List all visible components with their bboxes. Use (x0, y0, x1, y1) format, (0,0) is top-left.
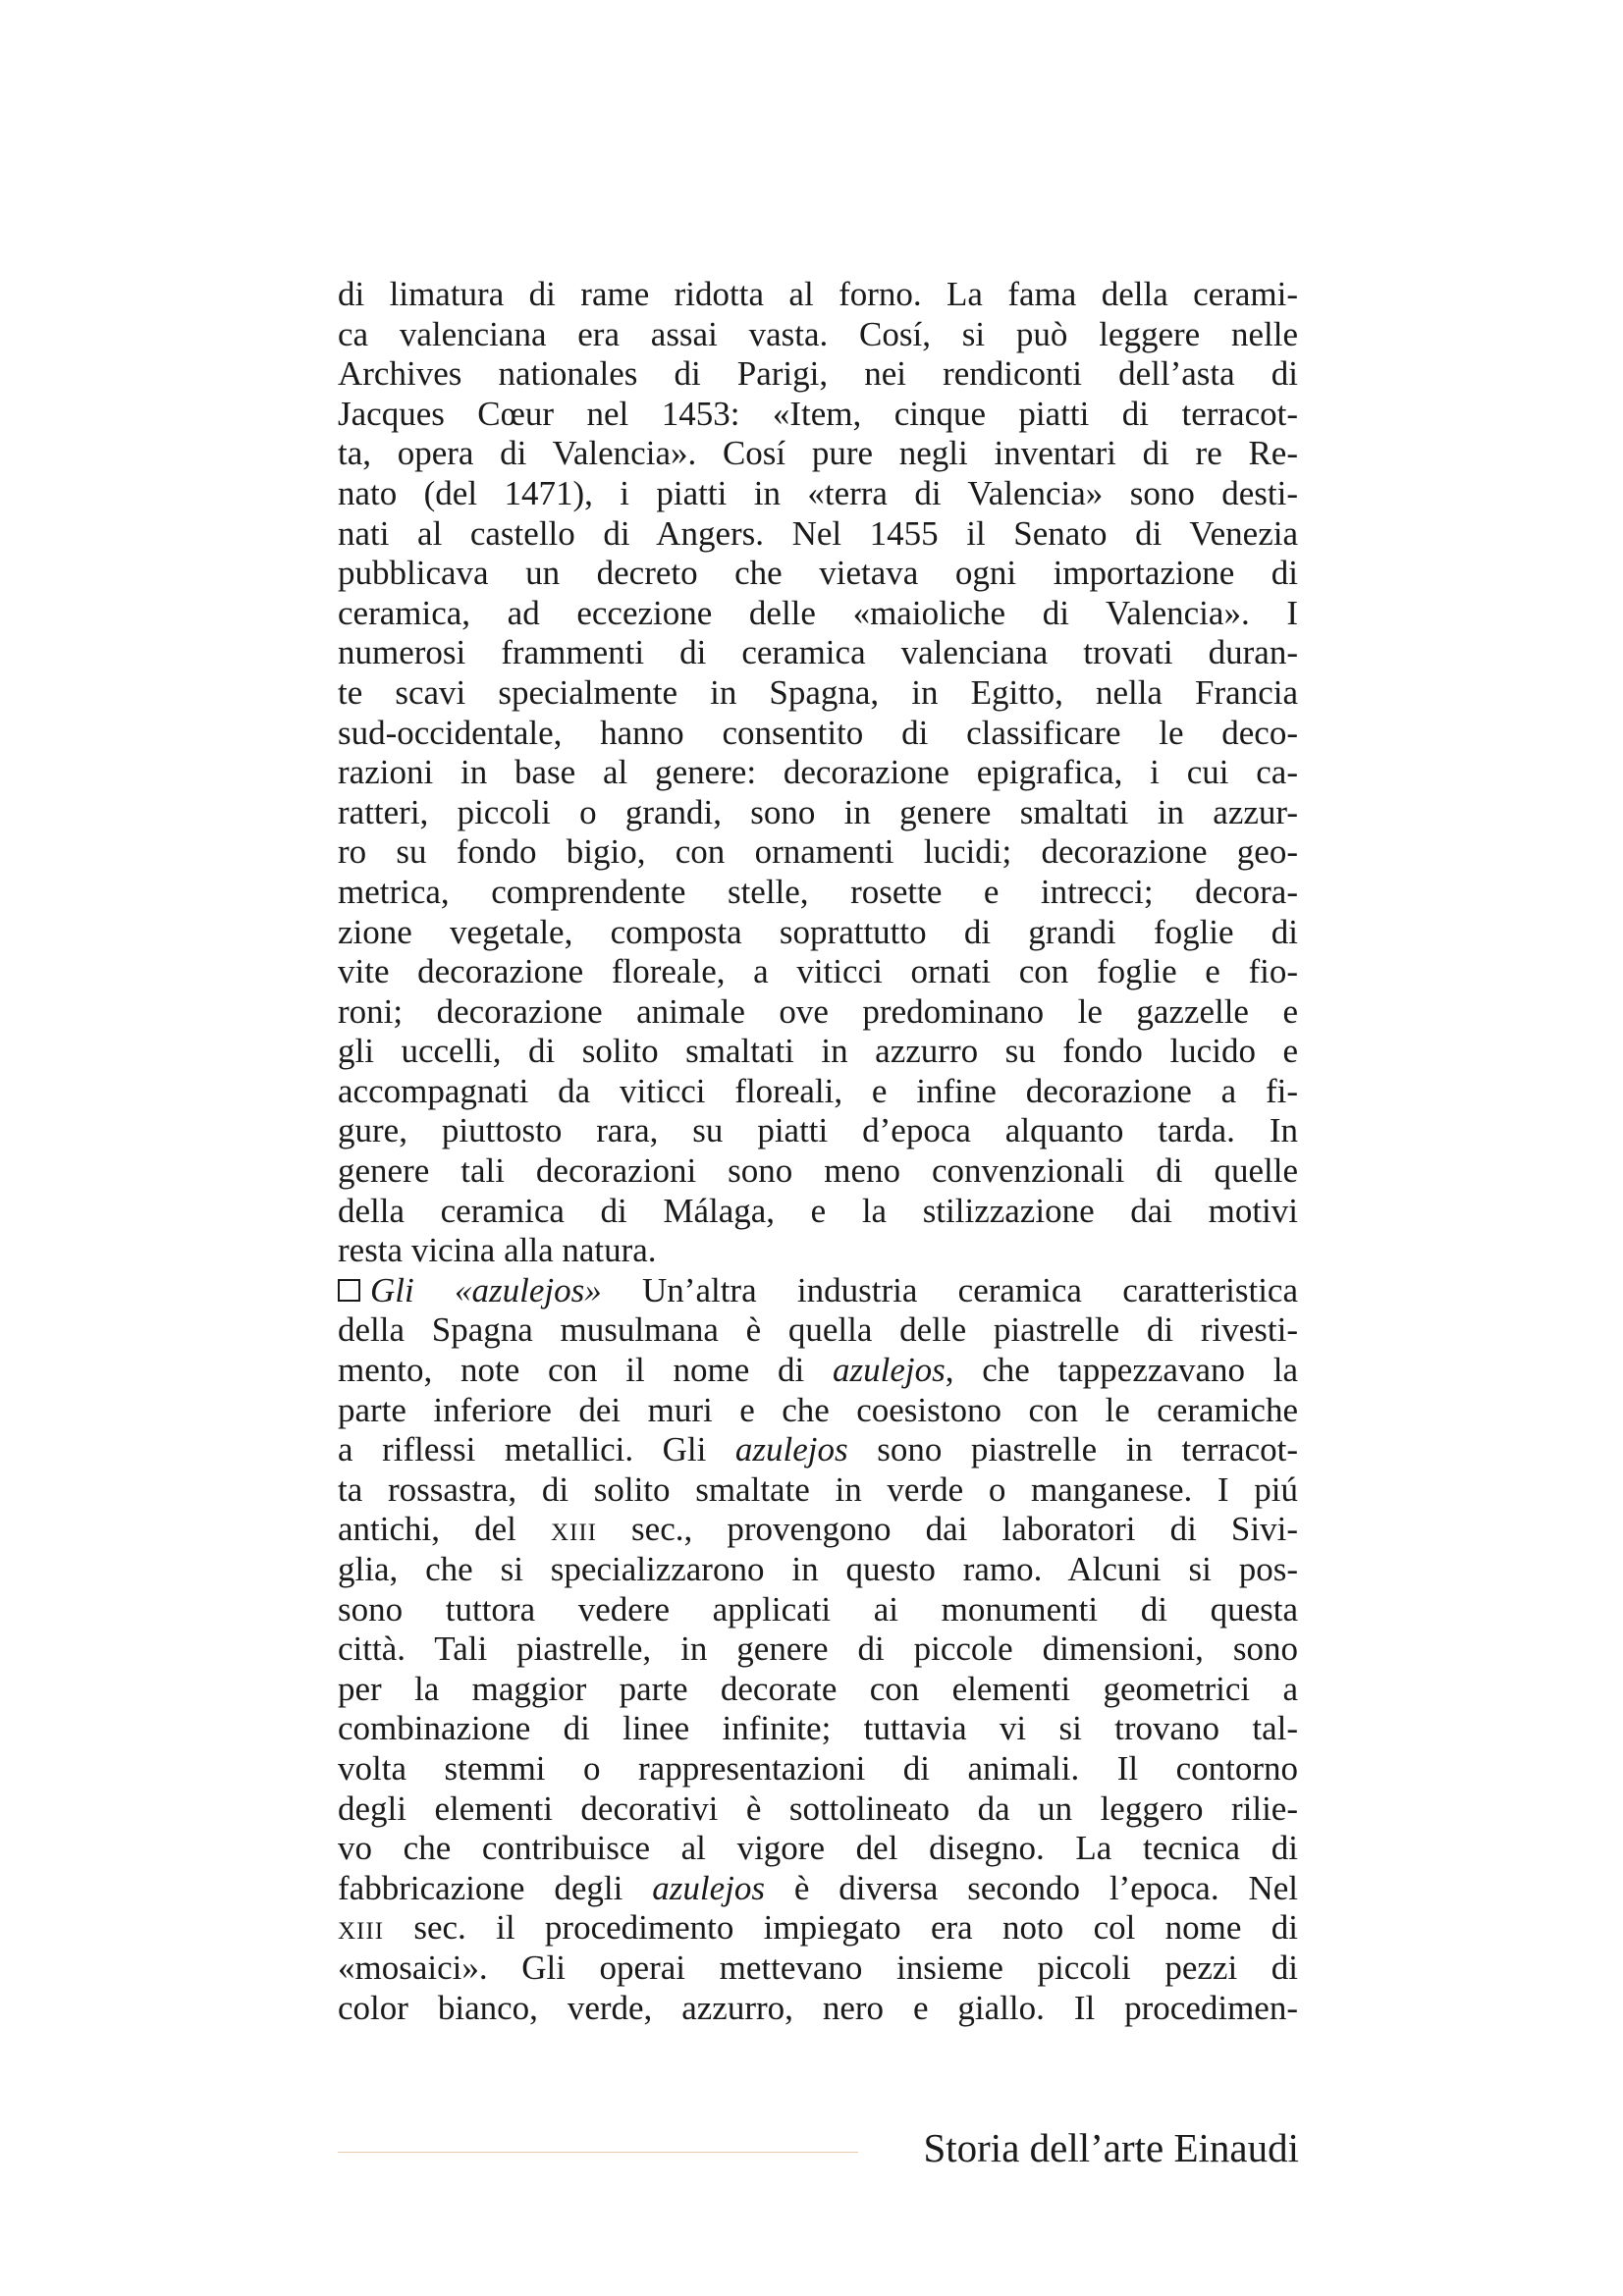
text-line: accompagnati da viticci floreali, e infine decorazione a fi- (338, 1071, 1298, 1110)
text-run: sono piastrelle in terracot- (847, 1430, 1298, 1469)
text-line: nato (del 1471), i piatti in «terra di Valencia» sono desti- (338, 473, 1298, 512)
text-run: sec., provengono dai laboratori di Sivi- (596, 1510, 1298, 1549)
text-line (338, 1351, 1298, 1391)
text-line: ro su fondo bigio, con ornamenti lucidi; decorazione geo- (338, 832, 1298, 872)
text-run: sec. il procedimento impiegato era noto col nome di (384, 1908, 1298, 1948)
text-run: mento, note con il nome di (338, 1351, 833, 1390)
text-line (338, 1869, 1298, 1909)
text-line: per la maggior parte decorate con elementi geometrici a (338, 1669, 1298, 1708)
text-line: di limatura di rame ridotta al forno. La fama della cerami- (338, 275, 1298, 313)
text-run: , che tappezzavano la (945, 1351, 1298, 1390)
text-line: pubblicava un decreto che vietava ogni importazione di (338, 554, 1298, 593)
footer-divider (338, 2152, 858, 2153)
text-line: zione vegetale, composta soprattutto di grandi foglie di (338, 912, 1298, 951)
text-line: gli uccelli, di solito smaltati in azzurro su fondo lucido e (338, 1032, 1298, 1071)
text-line: glia, che si specializzarono in questo ramo. Alcuni si pos- (338, 1550, 1298, 1588)
text-line: metrica, comprendente stelle, rosette e intrecci; decora- (338, 872, 1298, 911)
text-line: gure, piuttosto rara, su piatti d’epoca alquanto tarda. In (338, 1111, 1298, 1150)
section-heading: Gli «azulejos» (370, 1270, 602, 1309)
text-run: Un’altra industria ceramica caratteristica (601, 1270, 1298, 1309)
footer-title: Storia dell’arte Einaudi (923, 2125, 1299, 2170)
text-line: volta stemmi o rappresentazioni di animali. Il contorno (338, 1748, 1298, 1788)
text-line: degli elementi decorativi è sottolineato da un leggero rilie- (338, 1789, 1298, 1828)
text-line: della Spagna musulmana è quella delle piastrelle di rivesti- (338, 1310, 1298, 1350)
century-numeral: xiii (338, 1908, 385, 1948)
text-line: sud-occidentale, hanno consentito di classificare le deco- (338, 713, 1298, 752)
section-first-line (338, 1271, 1298, 1311)
italic-term: azulejos (832, 1351, 946, 1390)
text-line: ceramica, ad eccezione delle «maioliche di Valencia». I (338, 593, 1298, 632)
text-line: numerosi frammenti di ceramica valenciana trovati duran- (338, 633, 1298, 672)
text-line: ca valenciana era assai vasta. Cosí, si può leggere nelle (338, 314, 1298, 353)
text-line: ta rossastra, di solito smaltate in verde o manganese. I piú (338, 1469, 1298, 1509)
italic-term: azulejos (652, 1868, 765, 1907)
text-run: antichi, del (338, 1510, 551, 1549)
text-line: resta vicina alla natura. (338, 1231, 657, 1270)
century-numeral: xiii (550, 1510, 597, 1549)
body-text (338, 275, 1298, 2028)
text-run: a riflessi metallici. Gli (338, 1430, 735, 1469)
text-line: roni; decorazione animale ove predominano le gazzelle e (338, 991, 1298, 1031)
text-line: te scavi specialmente in Spagna, in Egitto, nella Francia (338, 672, 1298, 712)
text-line: della ceramica di Málaga, e la stilizzazione dai motivi (338, 1191, 1298, 1230)
text-line: Archives nationales di Parigi, nei rendiconti dell’asta di (338, 354, 1298, 394)
text-line: razioni in base al genere: decorazione epigrafica, i cui ca- (338, 753, 1298, 792)
text-line: «mosaici». Gli operai mettevano insieme piccoli pezzi di (338, 1948, 1298, 1987)
text-line: genere tali decorazioni sono meno convenzionali di quelle (338, 1151, 1298, 1191)
text-line (338, 1908, 1298, 1949)
text-line: parte inferiore dei muri e che coesistono con le ceramiche (338, 1390, 1298, 1429)
text-run: fabbricazione degli (338, 1868, 653, 1907)
text-line: vo che contribuisce al vigore del disegno. La tecnica di (338, 1829, 1298, 1868)
text-line (338, 1510, 1298, 1550)
text-line: ratteri, piccoli o grandi, sono in genere smaltati in azzur- (338, 792, 1298, 831)
text-line: ta, opera di Valencia». Cosí pure negli inventari di re Re- (338, 434, 1298, 473)
text-line: nati al castello di Angers. Nel 1455 il Senato di Venezia (338, 513, 1298, 553)
italic-term: azulejos (734, 1430, 848, 1469)
text-line: color bianco, verde, azzurro, nero e giallo. Il procedimen- (338, 1988, 1298, 2027)
section-marker-icon (338, 1279, 360, 1302)
text-line: città. Tali piastrelle, in genere di piccole dimensioni, sono (338, 1629, 1298, 1669)
text-line: sono tuttora vedere applicati ai monumenti di questa (338, 1589, 1298, 1629)
text-line: Jacques Cœur nel 1453: «Item, cinque piatti di terracot- (338, 394, 1298, 433)
text-run: è diversa secondo l’epoca. Nel (764, 1868, 1299, 1907)
text-line: combinazione di linee infinite; tuttavia vi si trovano tal- (338, 1709, 1298, 1748)
text-line: vite decorazione floreale, a viticci ornati con foglie e fio- (338, 952, 1298, 991)
text-line (338, 1430, 1298, 1470)
